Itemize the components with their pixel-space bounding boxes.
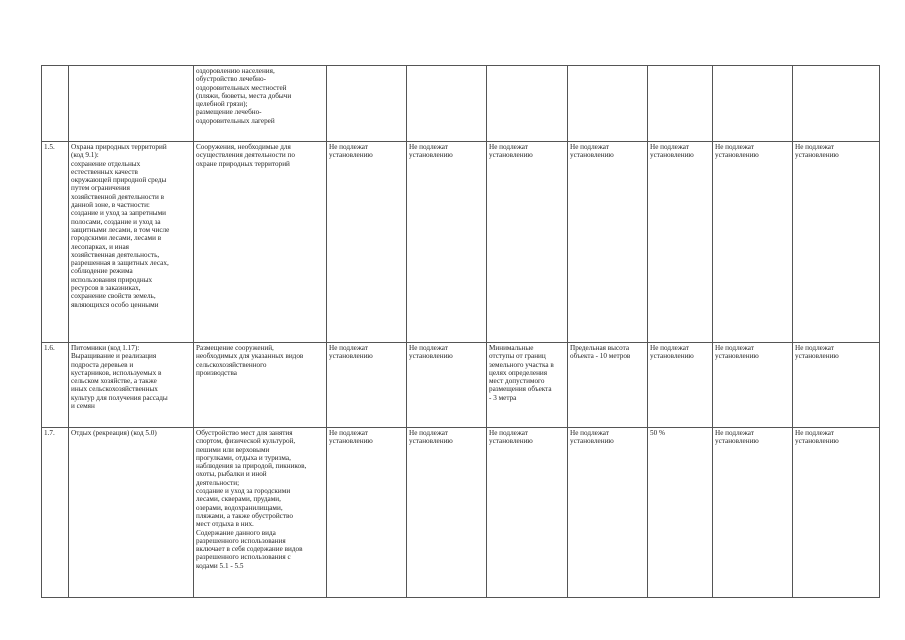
parameter-cell (713, 66, 793, 142)
parameter-cell: Не подлежат установлению (327, 428, 407, 598)
parameter-cell (568, 66, 648, 142)
permitted-use-description: Обустройство мест для занятия спортом, физической культурой, пешими или верховыми прогулками, отдыха и туризма, наблюдения за природой, пикников, охоты, рыбалки и иной деятельности; создание и уход за городскими лесами, скверами, прудами, озерами, водохранилищами, пляжами, а также обустройство мест отдыха в них. Содержание данного вида разрешенного использования включает в себя содержание видов разрешенного использования с кодами 5.1 - 5.5 (194, 428, 327, 598)
table-row (42, 66, 880, 142)
row-number: 1.6. (42, 343, 69, 428)
permitted-use-name: Питомники (код 1.17): Выращивание и реализация подроста деревьев и кустарников, используемых в сельском хозяйстве, а также иных сельскохозяйственных культур для получения рассады и семян (69, 343, 194, 428)
parameter-cell: Минимальные отступы от границ земельного участка в целях определения мест допустимого размещения объекта - 3 метра (487, 343, 568, 428)
parameter-cell: Не подлежат установлению (568, 428, 648, 598)
parameter-cell: Не подлежат установлению (407, 428, 487, 598)
row-number: 1.5. (42, 142, 69, 343)
parameter-cell: Не подлежат установлению (648, 343, 713, 428)
parameter-cell (793, 66, 880, 142)
parameter-cell: Не подлежат установлению (648, 142, 713, 343)
parameter-cell: Не подлежат установлению (793, 428, 880, 598)
row-number: 1.7. (42, 428, 69, 598)
permitted-use-description: оздоровлению населения, обустройство лечебно- оздоровительных местностей (пляжи, бюветы, места добычи целебной грязи); размещение лечебно- оздоровительных лагерей (194, 66, 327, 142)
parameter-cell: Не подлежат установлению (487, 142, 568, 343)
parameter-cell: Не подлежат установлению (407, 343, 487, 428)
permitted-use-description: Сооружения, необходимые для осуществления деятельности по охране природных территорий (194, 142, 327, 343)
permitted-use-description: Размещение сооружений, необходимых для указанных видов сельскохозяйственного производства (194, 343, 327, 428)
parameter-cell: Не подлежат установлению (793, 343, 880, 428)
parameter-cell (487, 66, 568, 142)
parameter-cell: Не подлежат установлению (568, 142, 648, 343)
table-row (42, 343, 880, 428)
permitted-use-name: Отдых (рекреация) (код 5.0) (69, 428, 194, 598)
parameter-cell: Не подлежат установлению (713, 142, 793, 343)
parameter-cell: Не подлежат установлению (713, 428, 793, 598)
parameter-cell: 50 % (648, 428, 713, 598)
permitted-use-name: Охрана природных территорий (код 9.1): сохранение отдельных естественных качеств окружающей природной среды путем ограничения хозяйственной деятельности в данной зоне, в частности: создание и уход за запретными полосами, создание и уход за защитными лесами, в том числе городскими лесами, лесами в лесопарках, и иная хозяйственная деятельность, разрешенная в защитных лесах, соблюдение режима использования природных ресурсов в заказниках, сохранение свойств земель, являющихся особо ценными (69, 142, 194, 343)
parameter-cell: Не подлежат установлению (793, 142, 880, 343)
parameter-cell: Не подлежат установлению (327, 343, 407, 428)
parameter-cell: Не подлежат установлению (487, 428, 568, 598)
parameter-cell: Не подлежат установлению (407, 142, 487, 343)
parameter-cell (327, 66, 407, 142)
zoning-regulations-table (41, 65, 880, 598)
parameter-cell (407, 66, 487, 142)
table-row (42, 428, 880, 598)
row-number (42, 66, 69, 142)
parameter-cell (648, 66, 713, 142)
parameter-cell: Не подлежат установлению (327, 142, 407, 343)
permitted-use-name (69, 66, 194, 142)
parameter-cell: Предельная высота объекта - 10 метров (568, 343, 648, 428)
table-row (42, 142, 880, 343)
parameter-cell: Не подлежат установлению (713, 343, 793, 428)
